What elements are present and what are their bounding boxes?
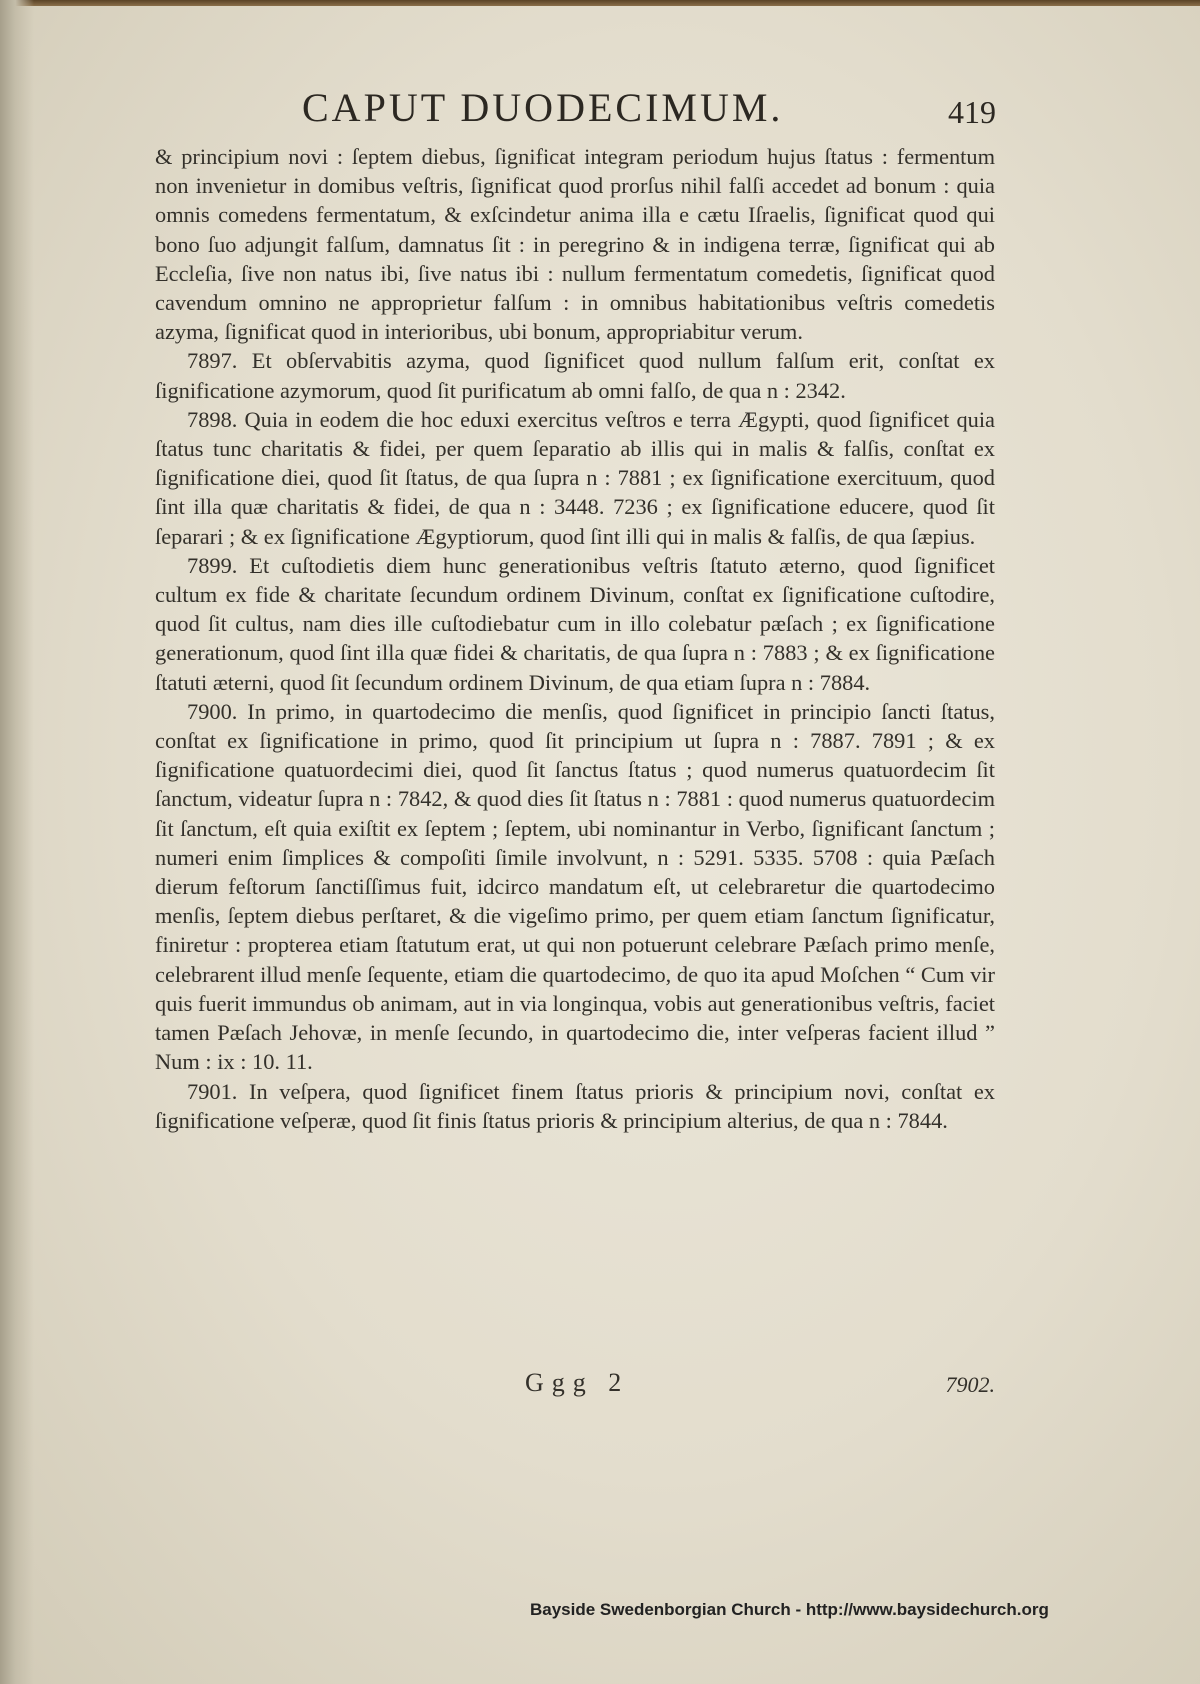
paragraph-7899: 7899. Et cuſtodietis diem hunc generationibus veſtris ſtatuto æterno, quod ſignificet cultum ex fide & charitate ſecundum ordinem Divinum, conſtat ex ſignificatione cuſtodire, quod ſit cultus, nam dies ille cuſtodiebatur cum in illo colebatur pæſach ; ex ſignificatione generationum, quod ſint illa quæ fidei & charitatis, de qua ſupra n : 7883 ; & ex ſignificatione ſtatuti æterni, quod ſit ſecundum ordinem Divinum, de qua etiam ſupra n : 7884. [155,552,995,695]
paragraph-7900: 7900. In primo, in quartodecimo die menſis, quod ſignificet in principio ſancti ſtatus, conſtat ex ſignificatione in primo, quod ſit principium ut ſupra n : 7887. 7891 ; & ex ſignificatione quatuordecimi diei, quod ſit ſanctus ſtatus ; quod numerus quatuordecim ſit ſanctum, videatur ſupra n : 7842, & quod dies ſit ſtatus n : 7881 : quod numerus quatuordecim ſit ſanctum, eſt quia exiſtit ex ſeptem ; ſeptem, ubi nominantur in Verbo, ſignificant ſanctum ; numeri enim ſimplices & compoſiti ſimile involvunt, n : 5291. 5335. 5708 : quia Pæſach dierum feſtorum ſanctiſſimus fuit, idcirco mandatum eſt, ut celebraretur die quartodecimo menſis, ſeptem diebus perſtaret, & die vigeſimo primo, per quem etiam ſanctum ſignificatur, finiretur : propterea etiam ſtatutum erat, ut qui non potuerunt celebrare Pæſach primo menſe, celebrarent illud menſe ſequente, etiam die quartodecimo, de quo ita apud Moſchen “ Cum vir quis fuerit immundus ob animam, aut in via longinqua, vobis aut generationibus veſtris, faciet tamen Pæſach Jehovæ, in menſe ſecundo, in quartodecimo die, inter veſperas facient illud ” Num : ix : 10. 11. [155,698,995,1075]
page-title: CAPUT DUODECIMUM. [302,85,784,130]
paragraph-7898: 7898. Quia in eodem die hoc eduxi exercitus veſtros e terra Ægypti, quod ſignificet quia ſtatus tunc charitatis & fidei, per quem ſeparatio ab illis qui in malis & falſis, conſtat ex ſignificatione diei, quod ſit ſtatus, de qua ſupra n : 7881 ; ex ſignificatione exercituum, quod ſint illa quæ charitatis & fidei, de qua n : 3448. 7236 ; ex ſignificatione educere, quod ſit ſeparari ; & ex ſignificatione Ægyptiorum, quod ſint illi qui in malis & falſis, de qua ſæpius. [155,406,995,549]
page-number: 419 [948,94,996,130]
paragraph-7897: 7897. Et obſervabitis azyma, quod ſignificet quod nullum falſum erit, conſtat ex ſignificatione azymorum, quod ſit purificatum ab omni falſo, de qua n : 2342. [155,348,995,403]
page-footer [155,1368,995,1404]
binding-shadow [0,0,34,1684]
paragraph-7901: 7901. In veſpera, quod ſignificet finem ſtatus prioris & principium novi, conſtat ex ſignificatione veſperæ, quod ſit finis ſtatus prioris & principium alterius, de qua n : 7844. [155,1078,995,1133]
watermark-text: Bayside Swedenborgian Church - http://www.baysidechurch.org [530,1600,1049,1619]
signature-mark: Ggg 2 [525,1368,630,1397]
paragraph-continuation: & principium novi : ſeptem diebus, ſignificat integram periodum hujus ſtatus : fermentum non invenietur in domibus veſtris, ſignificat quod prorſus nihil falſi accedet ad bonum : quia omnis comedens fermentatum, & exſcindetur anima illa e cætu Iſraelis, ſignificat quod qui bono ſuo adjungit falſum, damnatus ſit : in peregrino & in indigena terræ, ſignificat qui ab Eccleſia, ſive non natus ibi, ſive natus ibi : nullum fermentatum comedetis, ſignificat quod cavendum omnino ne approprietur falſum : in omnibus habitationibus veſtris comedetis azyma, ſignificat quod in interioribus, ubi bonum, appropriabitur verum. [155,144,995,345]
body-text [155,142,995,1135]
page-top-edge [0,0,1200,6]
catchword: 7902. [945,1372,995,1397]
running-header [150,84,1000,144]
